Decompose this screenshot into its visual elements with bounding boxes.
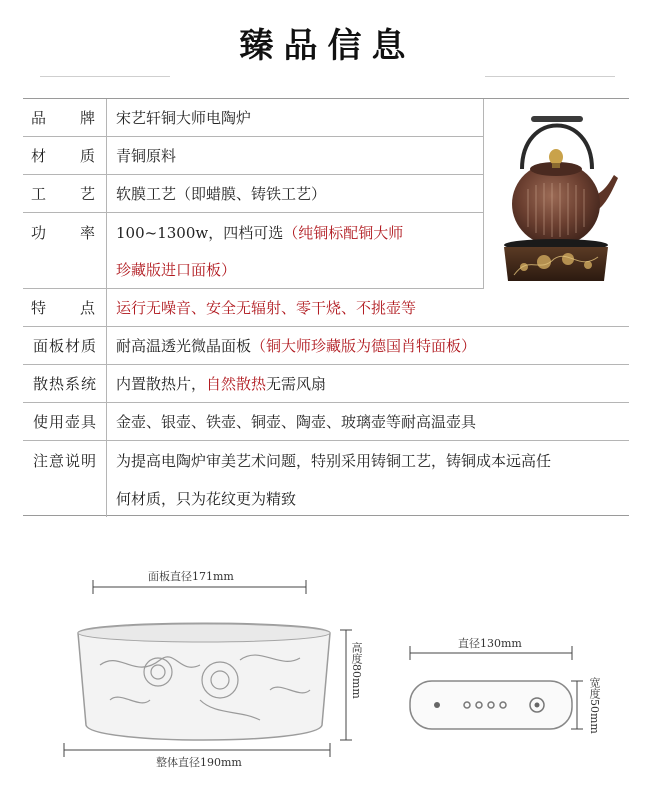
spec-row-panel: 面板材质 耐高温透光微晶面板 （铜大师珍藏版为德国肖特面板） [23,327,629,365]
width-label: 宽度50mm [588,677,601,734]
spec-row-features: 特 点 运行无噪音、安全无辐射、零干烧、不挑壶等 [23,289,629,327]
title-rule-left [40,76,170,77]
spec-table [23,98,629,516]
spec-value-cooling: 内置散热片， 自然散热 无需风扇 [116,375,327,393]
spec-row-power: 功 率 100~1300w，四档可选 （纯铜标配铜大师 [23,213,483,251]
spec-row-cooling: 散热系统 内置散热片， 自然散热 无需风扇 [23,365,629,403]
spec-row-craft: 工 艺 软膜工艺（即蜡膜、铸铁工艺） [23,175,483,213]
spec-value-panel: 耐高温透光微晶面板 （铜大师珍藏版为德国肖特面板） [116,337,477,355]
diameter-label: 直径130mm [458,637,522,650]
spec-row-material: 材 质 青铜原料 [23,137,483,175]
dimension-drawings [0,540,655,800]
title-block [0,0,655,78]
spec-value-brand: 宋艺轩铜大师电陶炉 [116,109,252,127]
overall-diameter-label: 整体直径190mm [156,756,242,769]
page-title: 臻品信息 [239,26,416,66]
spec-value-features: 运行无噪音、安全无辐射、零干烧、不挑壶等 [116,299,417,317]
spec-value-power-cont: 珍藏版进口面板） [116,261,237,279]
spec-row-pots: 使用壶具 金壶、银壶、铁壶、铜壶、陶壶、玻璃壶等耐高温壶具 [23,403,629,441]
spec-value-craft: 软膜工艺（即蜡膜、铸铁工艺） [116,185,327,203]
dimension-lines [0,540,655,800]
spec-row-brand: 品 牌 宋艺轩铜大师电陶炉 [23,99,483,137]
spec-value-notes-cont: 何材质，只为花纹更为精致 [116,489,297,508]
spec-row-power-cont [23,251,483,289]
teapot-on-stove-illustration [484,99,629,289]
panel-diameter-label: 面板直径171mm [148,570,234,583]
height-label: 高度80mm [350,642,363,699]
spec-value-notes: 为提高电陶炉审美艺术问题，特别采用铸铜工艺，铸铜成本远高任 [116,451,552,470]
spec-row-notes: 注意说明 为提高电陶炉审美艺术问题，特别采用铸铜工艺，铸铜成本远高任 何材质，只为花纹更为精致 [23,441,629,517]
product-photo [484,99,629,289]
title-rule-right [485,76,615,77]
spec-value-pots: 金壶、银壶、铁壶、铜壶、陶壶、玻璃壶等耐高温壶具 [116,413,477,431]
spec-value-power: 100~1300w，四档可选 （纯铜标配铜大师 [116,223,404,242]
spec-value-material: 青铜原料 [116,147,177,165]
